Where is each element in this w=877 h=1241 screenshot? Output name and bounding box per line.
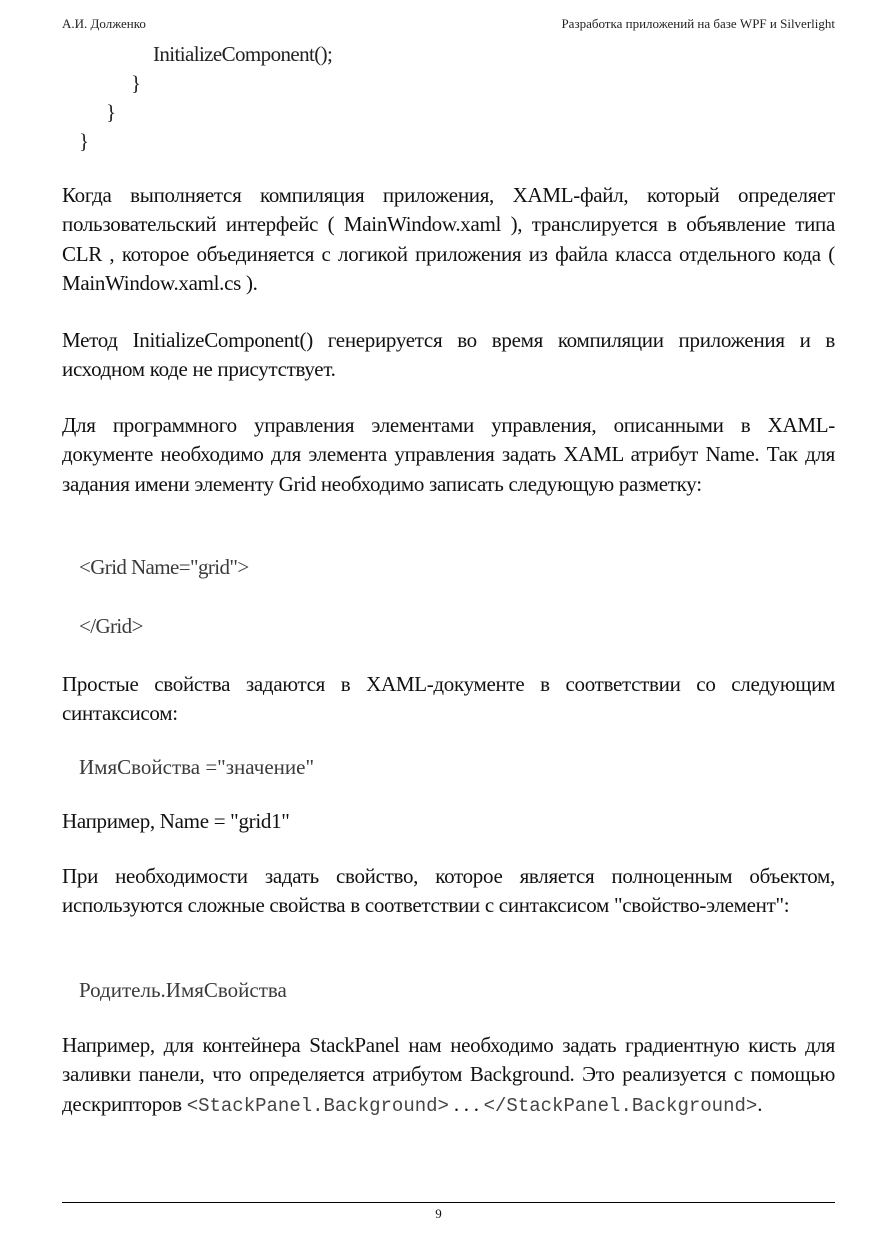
ellipsis: . . . bbox=[453, 1091, 479, 1116]
paragraph: Метод InitializeComponent() генерируется во время компиляции приложения и в исходном коде не присутствует. bbox=[62, 328, 835, 382]
paragraph: При необходимости задать свойство, которое является полноценным объектом, используются сложные свойства в соответствии с синтаксисом "свойство-элемент": bbox=[62, 864, 835, 918]
code-line: } bbox=[131, 71, 141, 95]
page-number: 9 bbox=[435, 1206, 442, 1221]
paragraph: Например, Name = "grid1" bbox=[62, 809, 290, 833]
code-line: </Grid> bbox=[79, 614, 143, 638]
code-line: } bbox=[79, 129, 89, 153]
code-line: } bbox=[106, 100, 116, 124]
code-line: InitializeComponent(); bbox=[153, 42, 333, 66]
header-author: А.И. Долженко bbox=[62, 16, 146, 31]
paragraph: Простые свойства задаются в XAML-документе в соответствии со следующим синтаксисом: bbox=[62, 672, 835, 726]
footer-rule bbox=[62, 1202, 835, 1203]
syntax-simple: ИмяСвойства ="значение" bbox=[79, 755, 315, 779]
header-title: Разработка приложений на базе WPF и Silverlight bbox=[561, 16, 835, 31]
code-inline: <StackPanel.Background> bbox=[186, 1094, 449, 1117]
code-line: <Grid Name="grid"> bbox=[79, 555, 249, 579]
paragraph-last bbox=[62, 1031, 835, 1121]
paragraph-text: Например, для контейнера StackPanel нам необходимо задать градиентную кисть для заливки панели, что определяется атрибутом Background. Это реализуется с помощью дескрипторов bbox=[62, 1033, 835, 1116]
paragraph: Для программного управления элементами управления, описанными в XAML-документе необходимо для элемента управления задать XAML атрибут Name. Так для задания имени элементу Grid необходимо записать следующую разметку: bbox=[62, 413, 835, 496]
paragraph: Когда выполняется компиляция приложения, XAML-файл, который определяет пользовательский интерфейс ( MainWindow.xaml ), транслируется в объявление типа CLR , которое объединяется с логикой приложения из файла класса отдельного кода ( MainWindow.xaml.cs ). bbox=[62, 183, 835, 295]
period: . bbox=[757, 1091, 763, 1116]
syntax-complex: Родитель.ИмяСвойства bbox=[79, 978, 287, 1002]
code-inline: </StackPanel.Background> bbox=[483, 1094, 758, 1117]
